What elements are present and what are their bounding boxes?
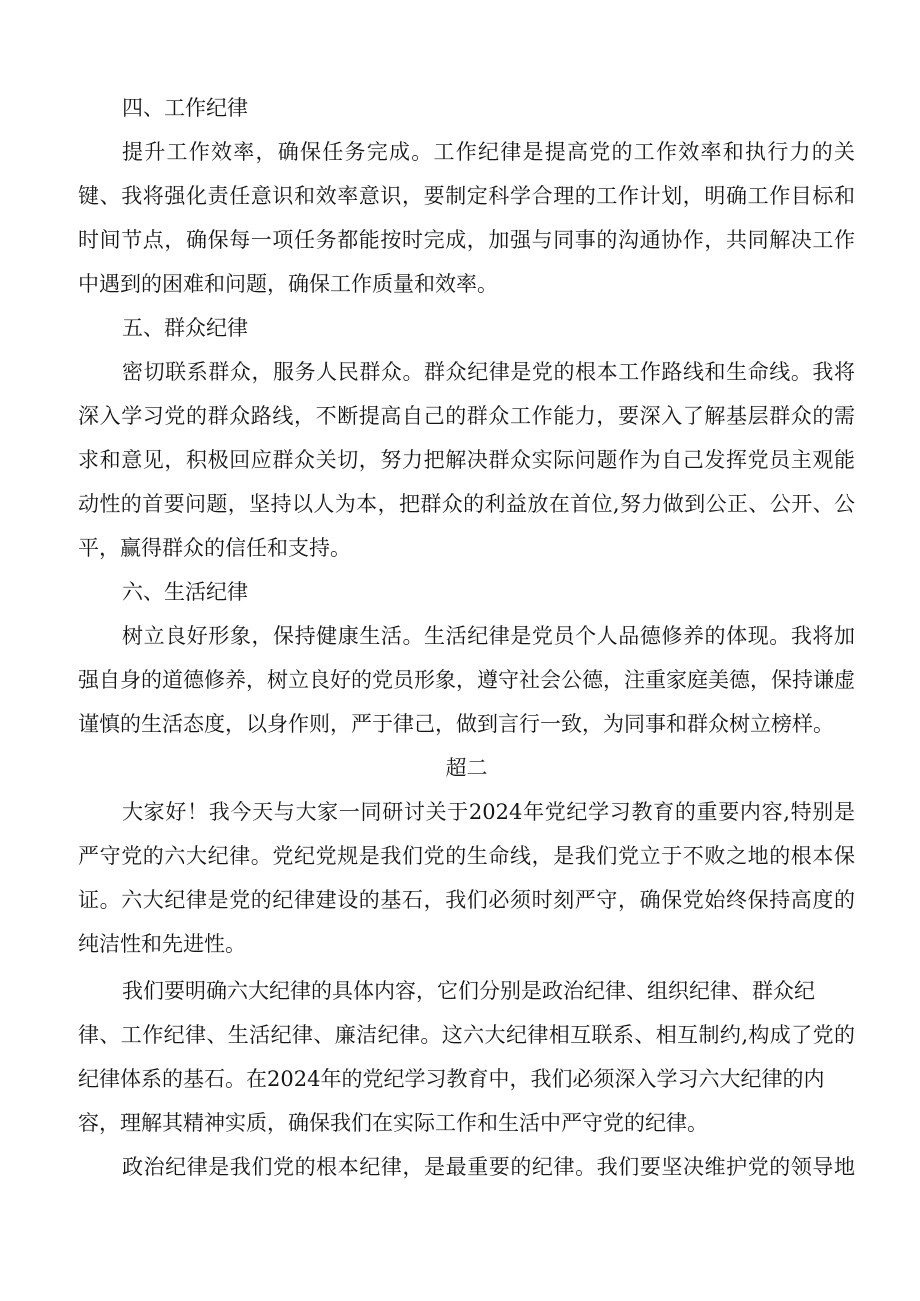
section-heading: 五、群众纪律 xyxy=(122,316,248,340)
section-heading: 四、工作纪律 xyxy=(122,96,248,120)
paragraph-line: 求和意见，积极回应群众关切，努力把解决群众实际问题作为自己发挥党员主观能 xyxy=(78,448,855,472)
document-page xyxy=(78,86,855,1189)
paragraph-line: 平，赢得群众的信任和支持。 xyxy=(78,536,351,560)
paragraph-line: 政治纪律是我们党的根本纪律，是最重要的纪律。我们要坚决维护党的领导地 xyxy=(122,1155,855,1179)
paragraph-line: 严守党的六大纪律。党纪党规是我们党的生命线，是我们党立于不败之地的根本保 xyxy=(78,844,855,868)
paragraph-line: 动性的首要问题，坚持以人为本，把群众的利益放在首位,努力做到公正、公开、公 xyxy=(78,492,855,516)
paragraph-line: 律、工作纪律、生活纪律、廉洁纪律。这六大纪律相互联系、相互制约,构成了党的 xyxy=(78,1023,855,1047)
paragraph-line: 大家好！我今天与大家一同研讨关于2024年党纪学习教育的重要内容,特别是 xyxy=(122,800,855,824)
paragraph-line: 提升工作效率，确保任务完成。工作纪律是提高党的工作效率和执行力的关 xyxy=(122,140,855,164)
part-title: 超二 xyxy=(445,756,488,780)
paragraph-line: 容，理解其精神实质，确保我们在实际工作和生活中严守党的纪律。 xyxy=(78,1111,708,1135)
paragraph-line: 纯洁性和先进性。 xyxy=(78,932,246,956)
paragraph-line: 时间节点，确保每一项任务都能按时完成，加强与同事的沟通协作，共同解决工作 xyxy=(78,228,855,252)
section-heading: 六、生活纪律 xyxy=(122,580,248,604)
paragraph-line: 纪律体系的基石。在2024年的党纪学习教育中，我们必须深入学习六大纪律的内 xyxy=(78,1067,825,1091)
paragraph-line: 深入学习党的群众路线，不断提高自己的群众工作能力，要深入了解基层群众的需 xyxy=(78,404,855,428)
paragraph-line: 证。六大纪律是党的纪律建设的基石，我们必须时刻严守，确保党始终保持高度的 xyxy=(78,888,855,912)
paragraph-line: 密切联系群众，服务人民群众。群众纪律是党的根本工作路线和生命线。我将 xyxy=(122,360,855,384)
paragraph-line: 我们要明确六大纪律的具体内容，它们分别是政治纪律、组织纪律、群众纪 xyxy=(122,979,815,1003)
paragraph-line: 谨慎的生活态度，以身作则，严于律己，做到言行一致，为同事和群众树立榜样。 xyxy=(78,712,834,736)
paragraph-line: 键、我将强化责任意识和效率意识，要制定科学合理的工作计划，明确工作目标和 xyxy=(78,184,855,208)
paragraph-line: 中遇到的困难和问题，确保工作质量和效率。 xyxy=(78,272,498,296)
paragraph-line: 强自身的道德修养，树立良好的党员形象，遵守社会公德，注重家庭美德，保持谦虚 xyxy=(78,668,855,692)
paragraph-line: 树立良好形象，保持健康生活。生活纪律是党员个人品德修养的体现。我将加 xyxy=(122,624,855,648)
